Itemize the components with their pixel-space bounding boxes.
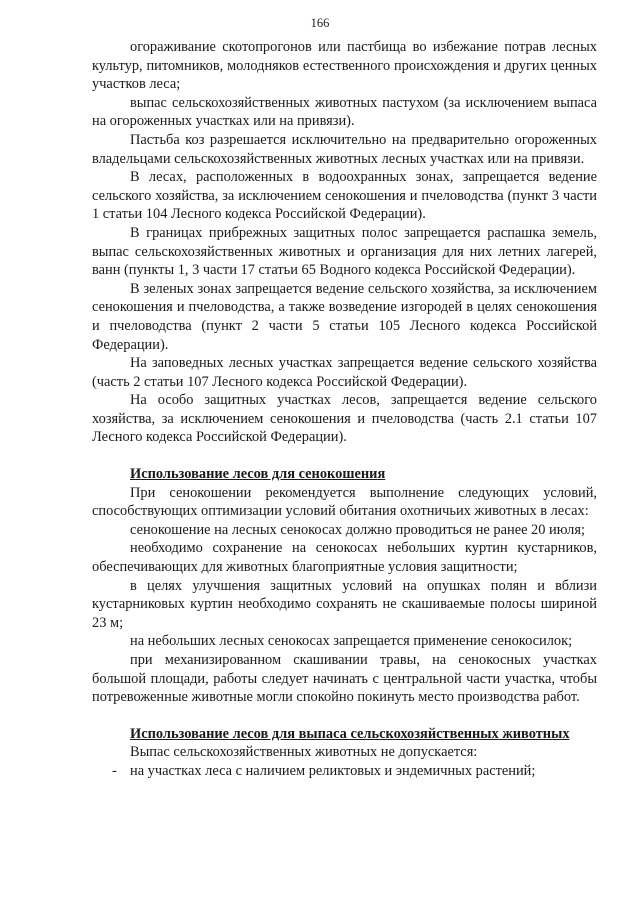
paragraph: сенокошение на лесных сенокосах должно проводиться не ранее 20 июля; <box>130 521 585 538</box>
paragraph: При сенокошении рекомендуется выполнение следующих условий, способствующих оптимизации условий обитания охотничьих животных в лесах: <box>92 484 597 520</box>
list-item <box>92 762 597 781</box>
paragraph: В границах прибрежных защитных полос запрещается распашка земель, выпас сельскохозяйственных животных и организация для них летних лагерей, ванн (пункты 1, 3 части 17 статьи 65 Водного кодекса Российской Федерации). <box>92 224 597 279</box>
list-item-text: на участках леса с наличием реликтовых и эндемичных растений; <box>130 762 536 779</box>
section-spacer <box>92 707 597 725</box>
paragraph: В зеленых зонах запрещается ведение сельского хозяйства, за исключением сенокошения и пчеловодства, а также возведение изгородей в целях сенокошения и пчеловодства (пункт 2 части 5 статьи 105 Лесного кодекса Российской Федерации). <box>92 280 597 353</box>
paragraph: На заповедных лесных участках запрещается ведение сельского хозяйства (часть 2 статьи 107 Лесного кодекса Российской Федерации). <box>92 355 597 390</box>
section-heading-grazing: Использование лесов для выпаса сельскохозяйственных животных <box>130 725 570 742</box>
paragraph: В лесах, расположенных в водоохранных зонах, запрещается ведение сельского хозяйства, за исключением сенокошения и пчеловодства (пункт 3 части 1 статьи 104 Лесного кодекса Российской Федерации). <box>92 169 597 223</box>
paragraph: Выпас сельскохозяйственных животных не допускается: <box>130 744 478 761</box>
section-spacer <box>92 447 597 465</box>
page-content <box>92 38 597 781</box>
list-dash: - <box>112 762 117 779</box>
paragraph: На особо защитных участках лесов, запрещается ведение сельского хозяйства, за исключением сенокошения и пчеловодства (часть 2.1 статьи 107 Лесного кодекса Российской Федерации). <box>92 392 597 446</box>
paragraph: в целях улучшения защитных условий на опушках полян и вблизи кустарниковых куртин необходимо сохранять не скашиваемые полосы шириной 23 м; <box>92 577 597 631</box>
paragraph: при механизированном скашивании травы, на сенокосных участках большой площади, работы следует начинать с центральной части участка, чтобы потревоженные животные могли спокойно покинуть место производства работ. <box>92 652 597 706</box>
page-number: 166 <box>310 16 330 30</box>
paragraph: огораживание скотопрогонов или пастбища во избежание потрав лесных культур, питомников, молодняков естественного происхождения и других ценных участков леса; <box>92 39 597 93</box>
paragraph: на небольших лесных сенокосах запрещается применение сенокосилок; <box>130 633 573 650</box>
paragraph: Пастьба коз разрешается исключительно на предварительно огороженных владельцами сельскохозяйственных животных лесных участках или на привязи. <box>92 131 597 167</box>
paragraph: необходимо сохранение на сенокосах небольших куртин кустарников, обеспечивающих для животных благоприятные условия защитности; <box>92 540 597 576</box>
paragraph: выпас сельскохозяйственных животных пастухом (за исключением выпаса на огороженных участках или на привязи). <box>92 94 597 130</box>
section-heading-haymaking: Использование лесов для сенокошения <box>130 466 386 483</box>
